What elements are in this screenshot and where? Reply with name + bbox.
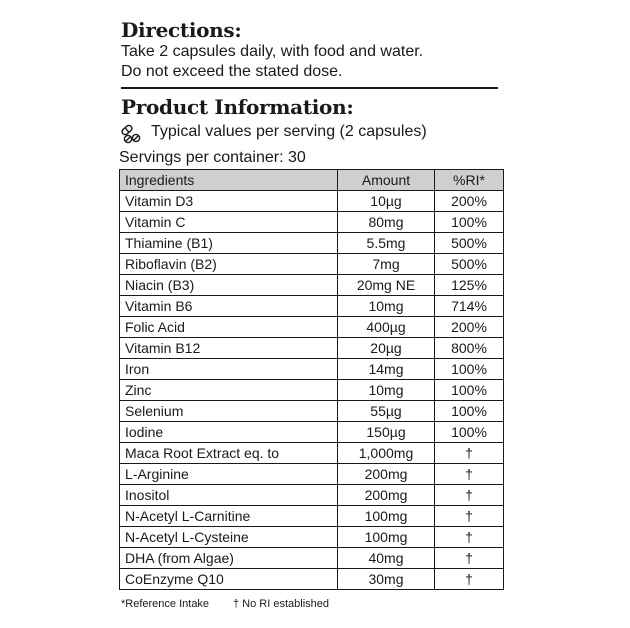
- table-row: [120, 191, 504, 212]
- amount-cell: 10mg: [338, 296, 435, 317]
- ingredient-cell: Iron: [120, 359, 338, 380]
- directions-line-1: Take 2 capsules daily, with food and water.: [121, 43, 424, 60]
- table-row: [120, 380, 504, 401]
- ingredient-cell: N-Acetyl L-Carnitine: [120, 506, 338, 527]
- table-row: [120, 485, 504, 506]
- table-row: [120, 422, 504, 443]
- ri-cell: †: [435, 527, 504, 548]
- footnote-reference-intake: *Reference Intake: [121, 598, 210, 610]
- ri-cell: 100%: [435, 212, 504, 233]
- amount-cell: 30mg: [338, 569, 435, 590]
- ingredient-cell: Thiamine (B1): [120, 233, 338, 254]
- ingredient-cell: Maca Root Extract eq. to: [120, 443, 338, 464]
- section-divider: [121, 87, 498, 89]
- ingredient-cell: Inositol: [120, 485, 338, 506]
- ri-cell: 714%: [435, 296, 504, 317]
- ingredient-cell: CoEnzyme Q10: [120, 569, 338, 590]
- table-row: [120, 212, 504, 233]
- ingredient-cell: Zinc: [120, 380, 338, 401]
- table-row: [120, 506, 504, 527]
- ingredient-cell: L-Arginine: [120, 464, 338, 485]
- table-row: [120, 254, 504, 275]
- ri-cell: 100%: [435, 380, 504, 401]
- ingredient-cell: Niacin (B3): [120, 275, 338, 296]
- ri-cell: 100%: [435, 422, 504, 443]
- amount-cell: 1,000mg: [338, 443, 435, 464]
- amount-cell: 200mg: [338, 464, 435, 485]
- ri-cell: †: [435, 464, 504, 485]
- ingredient-cell: Riboflavin (B2): [120, 254, 338, 275]
- table-row: [120, 569, 504, 590]
- ri-cell: 500%: [435, 233, 504, 254]
- table-row: [120, 464, 504, 485]
- ingredient-cell: Folic Acid: [120, 317, 338, 338]
- ri-cell: †: [435, 485, 504, 506]
- amount-cell: 400µg: [338, 317, 435, 338]
- ingredient-cell: DHA (from Algae): [120, 548, 338, 569]
- product-information-heading: Product Information:: [121, 95, 354, 119]
- amount-cell: 40mg: [338, 548, 435, 569]
- ingredient-cell: Iodine: [120, 422, 338, 443]
- ri-cell: 125%: [435, 275, 504, 296]
- nutrition-table: [119, 169, 504, 590]
- directions-line-2: Do not exceed the stated dose.: [121, 63, 343, 80]
- amount-cell: 10µg: [338, 191, 435, 212]
- ri-cell: 100%: [435, 359, 504, 380]
- amount-cell: 20µg: [338, 338, 435, 359]
- table-row: [120, 296, 504, 317]
- table-row: [120, 548, 504, 569]
- ri-cell: 800%: [435, 338, 504, 359]
- ingredient-cell: Selenium: [120, 401, 338, 422]
- typical-values-text: Typical values per serving (2 capsules): [151, 123, 427, 140]
- table-row: [120, 233, 504, 254]
- amount-cell: 7mg: [338, 254, 435, 275]
- ingredient-cell: Vitamin B12: [120, 338, 338, 359]
- table-row: [120, 275, 504, 296]
- ri-cell: 500%: [435, 254, 504, 275]
- capsules-icon: [119, 121, 143, 145]
- column-header-ri: %RI*: [435, 170, 504, 191]
- table-row: [120, 527, 504, 548]
- table-row: [120, 338, 504, 359]
- table-header-row: [120, 170, 504, 191]
- amount-cell: 10mg: [338, 380, 435, 401]
- table-row: [120, 359, 504, 380]
- amount-cell: 100mg: [338, 527, 435, 548]
- amount-cell: 80mg: [338, 212, 435, 233]
- servings-per-container: Servings per container: 30: [119, 149, 306, 166]
- column-header-ingredients: Ingredients: [120, 170, 338, 191]
- table-row: [120, 401, 504, 422]
- ri-cell: 200%: [435, 191, 504, 212]
- amount-cell: 100mg: [338, 506, 435, 527]
- column-header-amount: Amount: [338, 170, 435, 191]
- ri-cell: 200%: [435, 317, 504, 338]
- ri-cell: 100%: [435, 401, 504, 422]
- footnote-no-ri: † No RI established: [233, 598, 329, 610]
- amount-cell: 20mg NE: [338, 275, 435, 296]
- ingredient-cell: Vitamin D3: [120, 191, 338, 212]
- table-row: [120, 317, 504, 338]
- amount-cell: 200mg: [338, 485, 435, 506]
- ri-cell: †: [435, 569, 504, 590]
- amount-cell: 5.5mg: [338, 233, 435, 254]
- ingredient-cell: N-Acetyl L-Cysteine: [120, 527, 338, 548]
- ri-cell: †: [435, 506, 504, 527]
- ri-cell: †: [435, 443, 504, 464]
- ingredient-cell: Vitamin C: [120, 212, 338, 233]
- amount-cell: 150µg: [338, 422, 435, 443]
- ingredient-cell: Vitamin B6: [120, 296, 338, 317]
- ri-cell: †: [435, 548, 504, 569]
- amount-cell: 14mg: [338, 359, 435, 380]
- amount-cell: 55µg: [338, 401, 435, 422]
- directions-heading: Directions:: [121, 18, 242, 42]
- table-row: [120, 443, 504, 464]
